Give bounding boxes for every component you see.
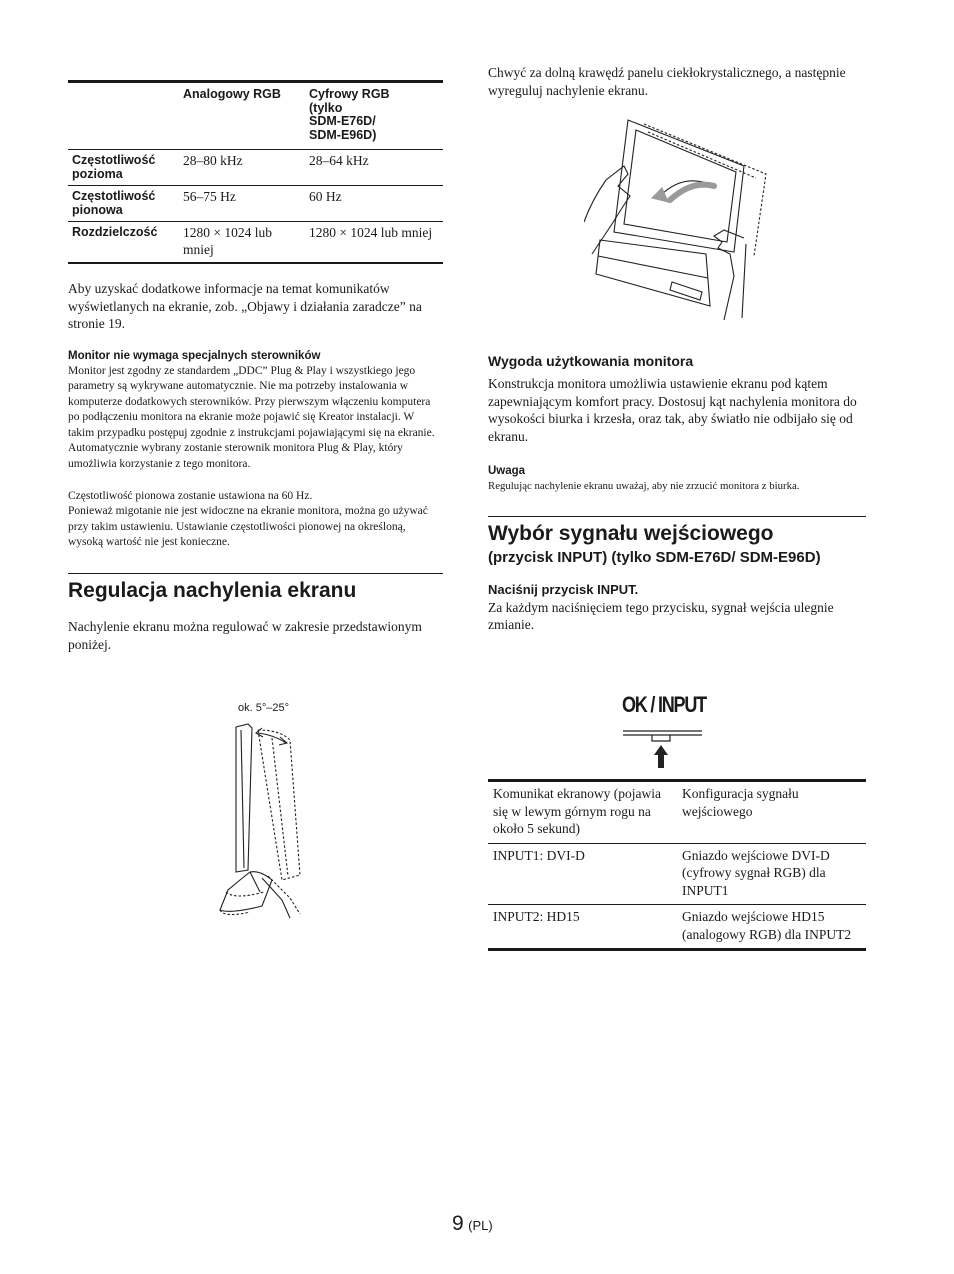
signal-table [488, 779, 866, 951]
spec-header-empty [68, 82, 179, 150]
input-button-label: OK / INPUT [622, 692, 706, 717]
left-column [68, 80, 443, 653]
spec-table-header [68, 82, 443, 150]
spec-row-digital: 28–64 kHz [305, 150, 443, 186]
spec-table [68, 80, 443, 264]
note-heading: Uwaga [488, 465, 526, 477]
monitor-tilt-hands-icon [584, 114, 774, 320]
press-heading: Naciśnij przycisk INPUT. [488, 581, 639, 597]
input-heading: Wybór sygnału wejściowego [488, 521, 774, 545]
spec-row-label: Częstotliwość pozioma [68, 150, 179, 186]
section-divider [488, 516, 866, 517]
section-divider [68, 573, 443, 574]
comfort-heading: Wygoda użytkowania monitora [488, 353, 694, 369]
page-number [452, 1212, 493, 1236]
table-row [488, 905, 866, 950]
signal-config: Gniazdo wejściowe DVI-D (cyfrowy sygnał RGB) dla INPUT1 [677, 843, 866, 905]
signal-table-wrap [488, 779, 866, 951]
note-paragraph: Regulując nachylenie ekranu uważaj, aby nie zrzucić monitora z biurka. [488, 480, 800, 492]
driver-heading: Monitor nie wymaga specjalnych sterowników [68, 349, 321, 362]
tilt-angle-label: ok. 5°–25° [238, 702, 289, 714]
monitor-side-view-icon [190, 700, 330, 922]
table-row [68, 186, 443, 222]
signal-config: Konfiguracja sygnału wejściowego [682, 786, 799, 819]
tilt-illustration [190, 700, 330, 925]
spec-row-analog: 1280 × 1024 lub mniej [179, 222, 305, 264]
table-row [68, 150, 443, 186]
frequency-paragraph: Częstotliwość pionowa zostanie ustawiona na 60 Hz. Ponieważ migotanie nie jest widoczne na ekranie monitora, można go używać przy takim ustawieniu. Ustawianie częstotliwości pionowej na określoną, wysoką wartość nie jest konieczne. [68, 489, 428, 549]
input-subheading: (przycisk INPUT) (tylko SDM-E76D/ SDM-E96D) [488, 548, 821, 566]
spec-header-analog: Analogowy RGB [183, 87, 281, 101]
tilt-paragraph: Nachylenie ekranu można regulować w zakresie przedstawionym poniżej. [68, 619, 422, 652]
spec-row-analog: 56–75 Hz [179, 186, 305, 222]
table-row [488, 843, 866, 905]
table-row [488, 781, 866, 844]
page-language: (PL) [468, 1218, 493, 1233]
spec-row-digital: 1280 × 1024 lub mniej [305, 222, 443, 264]
spec-row-label: Rozdzielczość [68, 222, 179, 264]
spec-row-label: Częstotliwość pionowa [68, 186, 179, 222]
grip-paragraph: Chwyć za dolną krawędź panelu ciekłokrystalicznego, a następnie wyreguluj nachylenie ekranu. [488, 65, 846, 98]
right-column-lower [488, 352, 866, 634]
input-button-illustration [618, 692, 708, 776]
right-column [488, 64, 866, 99]
page-number-value: 9 [452, 1212, 464, 1235]
signal-message: INPUT2: HD15 [488, 905, 677, 950]
spec-row-digital: 60 Hz [305, 186, 443, 222]
tilt-heading: Regulacja nachylenia ekranu [68, 579, 357, 603]
comfort-paragraph: Konstrukcja monitora umożliwia ustawienie ekranu pod kątem zapewniającym komfort pracy. Dostosuj kąt nachylenia monitora do wysokości biurka i krzesła, oraz tak, aby światło nie odbijało się od ekranu. [488, 376, 857, 444]
button-press-arrow-icon [618, 728, 708, 776]
spec-row-analog: 28–80 kHz [179, 150, 305, 186]
press-paragraph: Za każdym naciśnięciem tego przycisku, sygnał wejścia ulegnie zmianie. [488, 599, 834, 633]
signal-message: Komunikat ekranowy (pojawia się w lewym górnym rogu na około 5 sekund) [493, 786, 661, 836]
driver-paragraph: Monitor jest zgodny ze standardem „DDC” Plug & Play i wszystkiego jego parametry są wykrywane automatycznie. Nie ma potrzeby instalowania w komputerze dodatkowych sterowników. Przy pierwszym włączeniu komputera po podłączeniu monitora na ekranie może pojawić się Kreator instalacji. W takim przypadku postępuj zgodnie z instrukcjami pojawiającymi się na ekranie. Automatycznie wybrany zostanie sterownik monitora Plug & Play, który umożliwia korzystanie z tego monitora. [68, 364, 435, 471]
signal-message: INPUT1: DVI-D [488, 843, 677, 905]
info-paragraph: Aby uzyskać dodatkowe informacje na temat komunikatów wyświetlanych na ekranie, zob. „Objawy i działania zaradcze” na stronie 19. [68, 281, 422, 331]
signal-config: Gniazdo wejściowe HD15 (analogowy RGB) dla INPUT2 [677, 905, 866, 950]
spec-header-digital: Cyfrowy RGB (tylko SDM-E76D/ SDM-E96D) [309, 87, 390, 142]
table-row [68, 222, 443, 264]
